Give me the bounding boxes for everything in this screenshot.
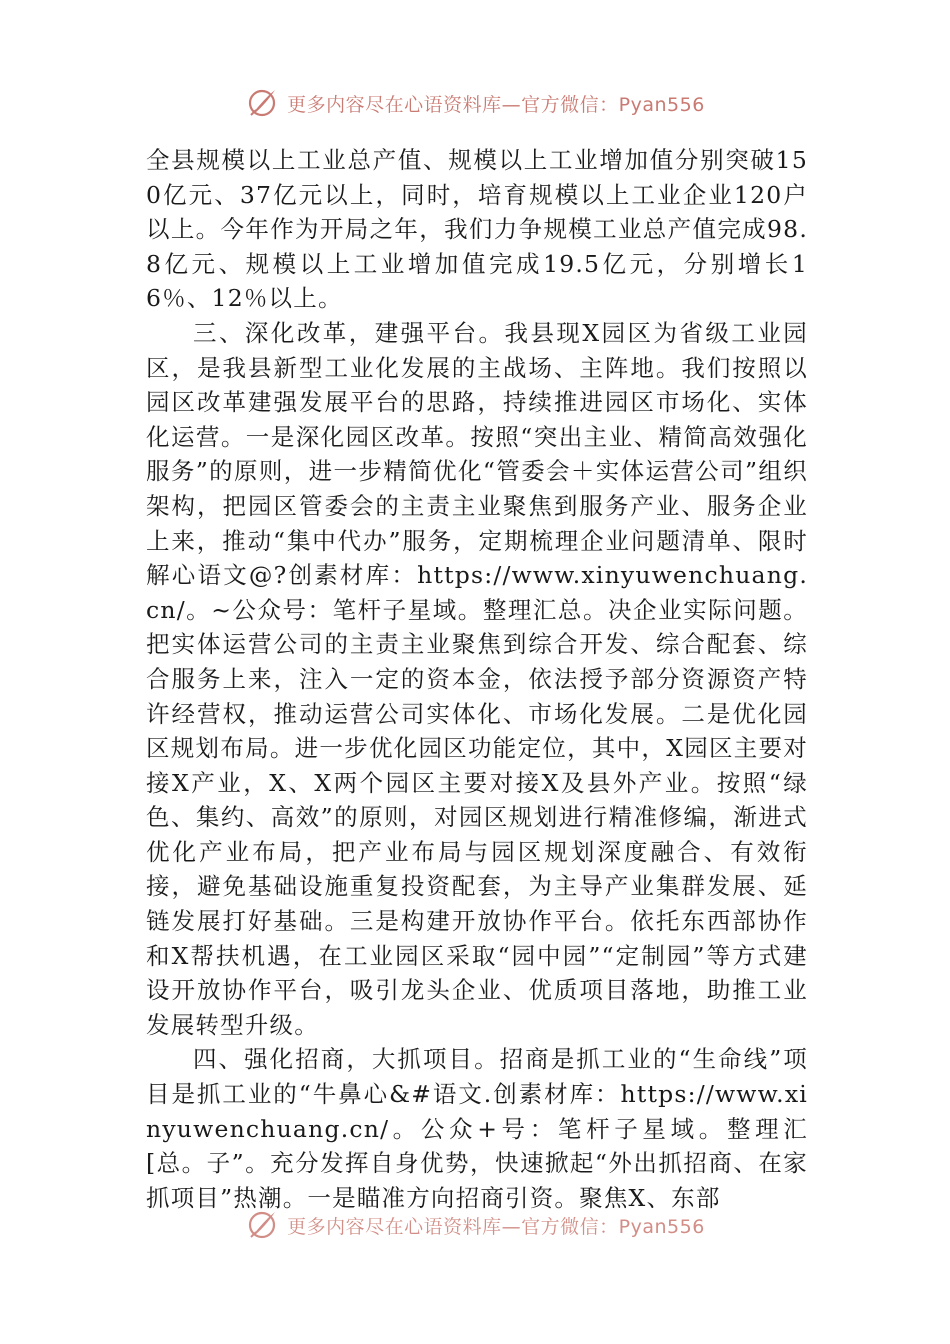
paragraph-3: 四、强化招商，大抓项目。招商是抓工业的“生命线”项目是抓工业的“牛鼻心&#语文.创素材库：https://www.xinyuwenchuang.cn/。公众+号：笔杆子星域。整理汇[总。子”。充分发挥自身优势，快速掀起“外出抓招商、在家抓项目”热潮。一是瞄准方向招商引资。聚焦X、东部	[146, 1045, 808, 1212]
watermark-text: 更多内容尽在心语资料库—官方微信：Pyan556	[287, 1215, 705, 1238]
watermark-text: 更多内容尽在心语资料库—官方微信：Pyan556	[287, 93, 705, 116]
watermark-header	[0, 86, 950, 120]
paragraph-2: 三、深化改革，建强平台。我县现X园区为省级工业园区，是我县新型工业化发展的主战场、主阵地。我们按照以园区改革建强发展平台的思路，持续推进园区市场化、实体化运营。一是深化园区改革。按照“突出主业、精简高效强化服务”的原则，进一步精简优化“管委会＋实体运营公司”组织架构，把园区管委会的主责主业聚焦到服务产业、服务企业上来，推动“集中代办”服务，定期梳理企业问题清单、限时解心语文@?创素材库：https://www.xinyuwenchuang.cn/。~公众号：笔杆子星域。整理汇总。决企业实际问题。把实体运营公司的主责主业聚焦到综合开发、综合配套、综合服务上来，注入一定的资本金，依法授予部分资源资产特许经营权，推动运营公司实体化、市场化发展。二是优化园区规划布局。进一步优化园区功能定位，其中，X园区主要对接X产业，X、X两个园区主要对接X及县外产业。按照“绿色、集约、高效”的原则，对园区规划进行精准修编，渐进式优化产业布局，把产业布局与园区规划深度融合、有效衔接，避免基础设施重复投资配套，为主导产业集群发展、延链发展打好基础。三是构建开放协作平台。依托东西部协作和X帮扶机遇，在工业园区采取“园中园”“定制园”等方式建设开放协作平台，吸引龙头企业、优质项目落地，助推工业发展转型升级。	[146, 318, 808, 1039]
quill-pen-icon	[245, 86, 279, 120]
quill-pen-icon	[245, 1208, 279, 1242]
paragraph-1: 全县规模以上工业总产值、规模以上工业增加值分别突破150亿元、37亿元以上，同时，培育规模以上工业企业120户以上。今年作为开局之年，我们力争规模工业总产值完成98.8亿元、规模以上工业增加值完成19.5亿元，分别增长16％、12％以上。	[146, 146, 808, 313]
document-body	[146, 143, 808, 1215]
watermark-footer	[0, 1208, 950, 1242]
